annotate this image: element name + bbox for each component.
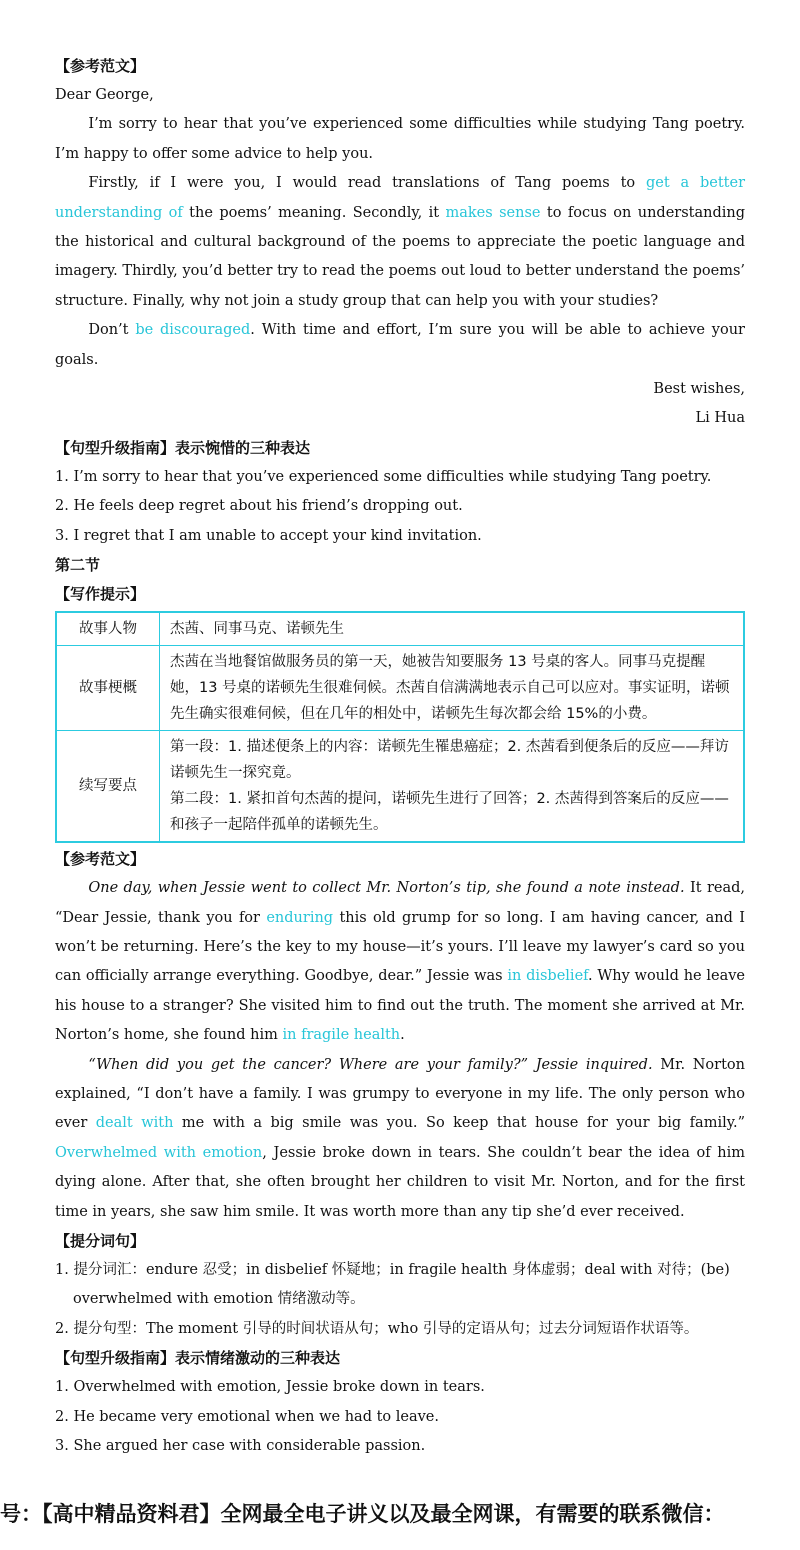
highlight-phrase: in fragile health <box>282 1027 401 1044</box>
section-title: 第二节 <box>55 556 101 575</box>
table-row <box>56 612 744 646</box>
guide-item: 2. He became very emotional when we had to leave. <box>55 1408 440 1425</box>
highlight-phrase: enduring <box>266 909 334 926</box>
continuation-point-2: 第二段：1. 紧扣首句杰茜的提问，诺顿先生进行了回答；2. 杰茜得到答案后的反应——和孩子一起陪伴孤单的诺顿先生。 <box>170 791 729 834</box>
table-row <box>56 731 744 843</box>
table-row <box>56 646 744 731</box>
table-content: 杰茜、同事马克、诺顿先生 <box>160 612 745 646</box>
guide-item: 3. I regret that I am unable to accept your kind invitation. <box>55 527 482 544</box>
score-item: 1. 提分词汇：endure 忍受；in disbelief 怀疑地；in fragile health 身体虚弱；deal with 对待；(be) overwhelmed with emotion 情绪激动等。 <box>55 1261 730 1308</box>
letter-paragraph-2: Firstly, if I were you, I would read translations of Tang poems to get a better understanding of the poems’ meaning. Secondly, it makes sense to focus on understanding the historical and cultural background of the poems to appreciate the poetic language and imagery. Thirdly, you’d better try to read the poems out loud to better understand the poems’ structure. Finally, why not join a study group that can help you with your studies? <box>55 175 746 309</box>
highlight-phrase: makes sense <box>445 204 541 221</box>
reference-essay-heading-2: 【参考范文】 <box>55 850 146 869</box>
score-phrases-heading: 【提分词句】 <box>55 1231 146 1250</box>
signature: Li Hua <box>695 410 745 427</box>
table-label: 故事人物 <box>56 612 160 646</box>
writing-tips-heading: 【写作提示】 <box>55 585 146 604</box>
guide-item: 1. Overwhelmed with emotion, Jessie broke down in tears. <box>55 1379 485 1396</box>
table-content <box>160 731 745 843</box>
sentence-guide-heading-2: 【句型升级指南】表示情绪激动的三种表达 <box>55 1349 341 1368</box>
table-label: 故事梗概 <box>56 646 160 731</box>
letter-paragraph-1: I’m sorry to hear that you’ve experienced some difficulties while studying Tang poetry. I’m happy to offer some advice to help you. <box>55 116 745 162</box>
salutation: Dear George, <box>55 87 154 103</box>
closing: Best wishes, <box>653 381 745 398</box>
story-paragraph-2: “When did you get the cancer? Where are your family?” Jessie inquired. Mr. Norton explained, “I don’t have a family. I was grumpy to everyone in my life. The only person who ever dealt with me with a big smile was you. So keep that house for your big family.” Overwhelmed with emotion, Jessie broke down in tears. She couldn’t bear the idea of him dying alone. After that, she often brought her children to visit Mr. Norton, and for the first time in years, she saw him smile. It was worth more than any tip she’d ever received. <box>55 1056 746 1220</box>
footer-banner: 号：【高中精品资料君】全网最全电子讲义以及最全网课，有需要的联系微信： <box>0 1502 725 1526</box>
guide-item: 2. He feels deep regret about his friend’s dropping out. <box>55 498 463 515</box>
table-label: 续写要点 <box>56 731 160 843</box>
story-paragraph-1: One day, when Jessie went to collect Mr. Norton’s tip, she found a note instead. It read, “Dear Jessie, thank you for enduring this old grump for so long. I am having cancer, and I won’t be returning. Here’s the key to my house—it’s yours. I’ll leave my lawyer’s card so you can officially arrange everything. Goodbye, dear.” Jessie was in disbelief. Why would he leave his house to a stranger? She visited him to find out the truth. The moment she arrived at Mr. Norton’s home, she found him in fragile health. <box>55 880 746 1044</box>
guide-item: 3. She argued her case with considerable passion. <box>55 1438 426 1454</box>
guide-item: 1. I’m sorry to hear that you’ve experienced some difficulties while studying Tang poetry. <box>55 468 712 485</box>
page-content <box>55 52 745 1461</box>
writing-tips-table <box>55 611 745 843</box>
highlight-phrase: get a better understanding of <box>55 175 746 221</box>
continuation-point-1: 第一段：1. 描述便条上的内容：诺顿先生罹患癌症；2. 杰茜看到便条后的反应——拜访诺顿先生一探究竟。 <box>170 739 729 782</box>
highlight-phrase: be discouraged <box>135 322 251 339</box>
highlight-phrase: Overwhelmed with emotion <box>55 1144 263 1161</box>
reference-essay-heading-1: 【参考范文】 <box>55 57 146 75</box>
letter-paragraph-3: Don’t be discouraged. With time and effort, I’m sure you will be able to achieve your goals. <box>55 322 745 368</box>
highlight-phrase: in disbelief <box>507 968 588 985</box>
sentence-guide-heading-1: 【句型升级指南】表示惋惜的三种表达 <box>55 438 311 457</box>
score-item: 2. 提分句型：The moment 引导的时间状语从句；who 引导的定语从句；过去分词短语作状语等。 <box>55 1320 699 1337</box>
table-content: 杰茜在当地餐馆做服务员的第一天，她被告知要服务 13 号桌的客人。同事马克提醒她，13 号桌的诺顿先生很难伺候。杰茜自信满满地表示自己可以应对。事实证明，诺顿先生确实很难伺候，但在几年的相处中，诺顿先生每次都会给 15%的小费。 <box>160 646 745 731</box>
highlight-phrase: dealt with <box>95 1115 174 1132</box>
